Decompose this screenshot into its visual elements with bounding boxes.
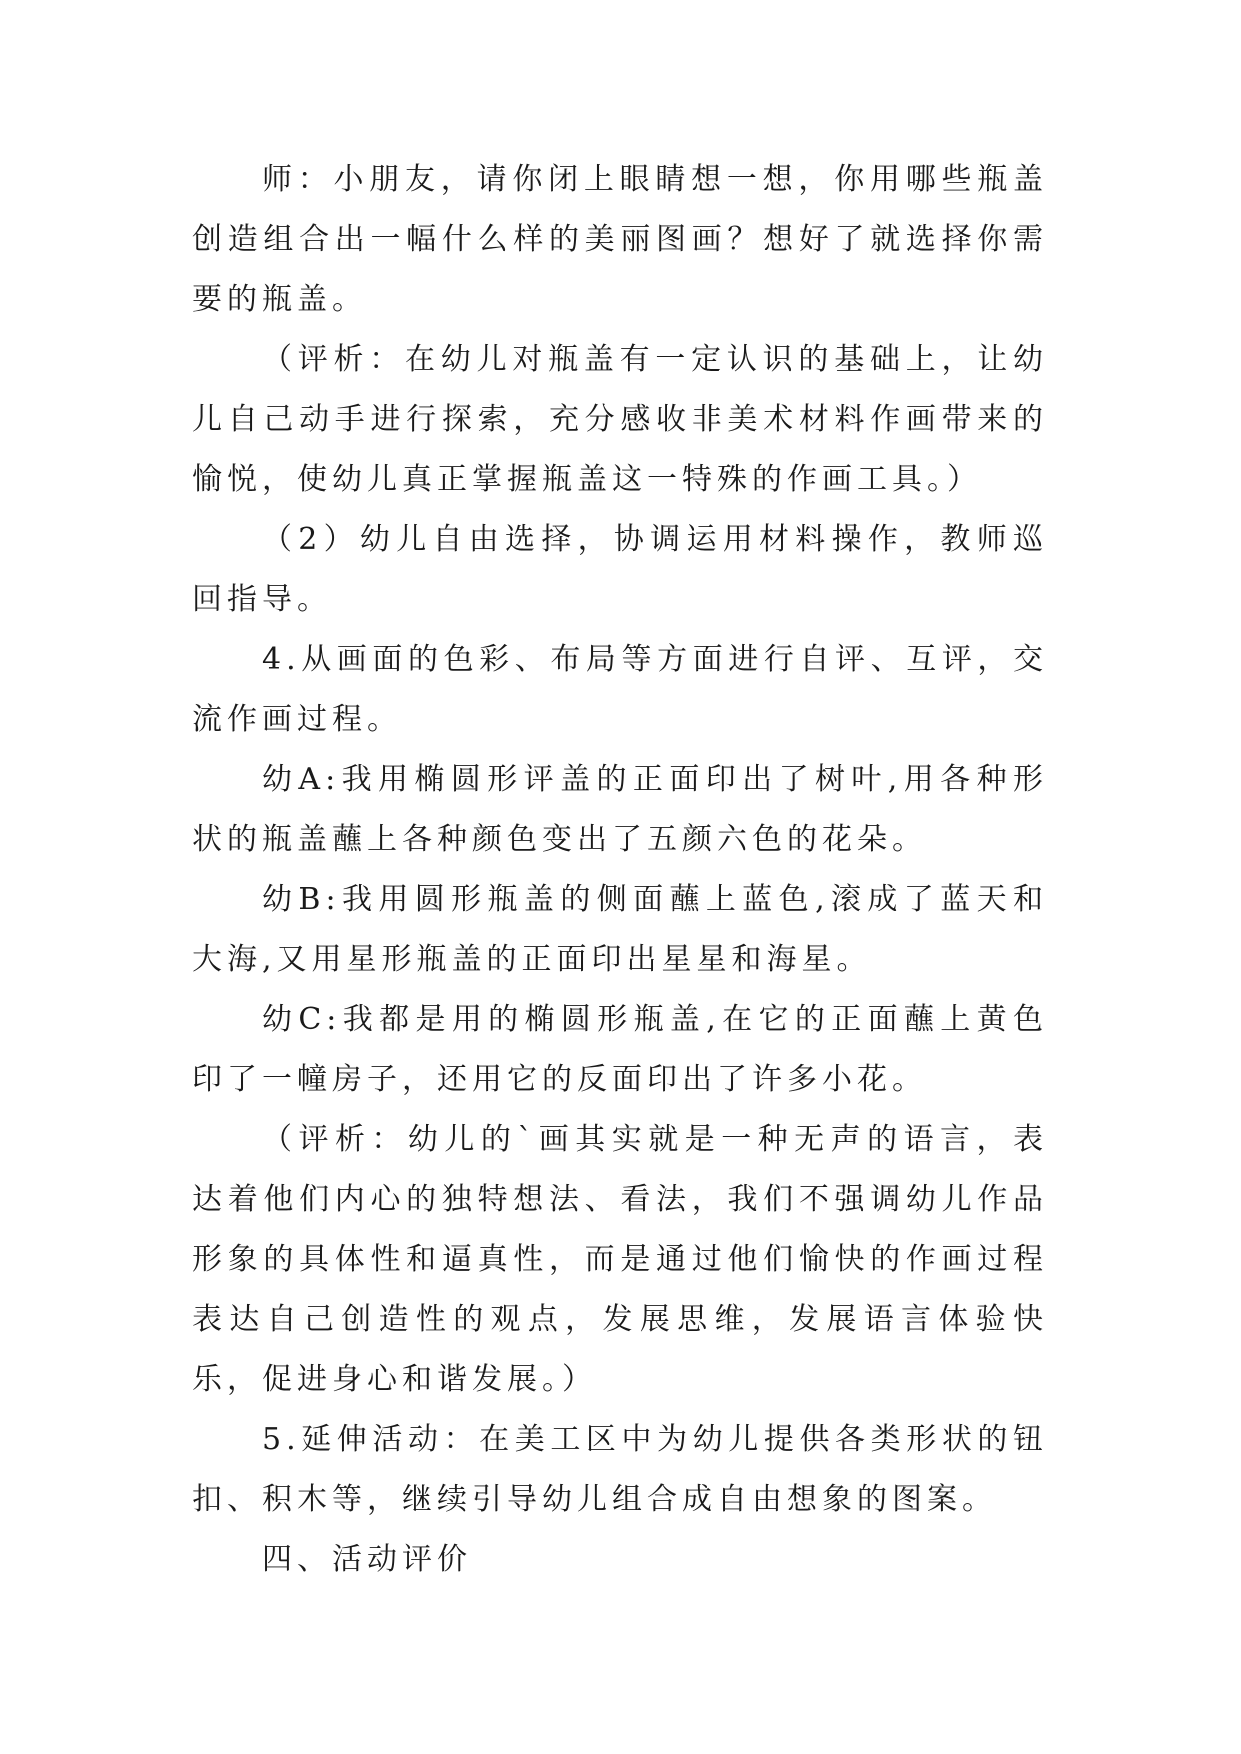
paragraph-child-b: 幼B:我用圆形瓶盖的侧面蘸上蓝色,滚成了蓝天和大海,又用星形瓶盖的正面印出星星和海星。 bbox=[192, 882, 1048, 977]
paragraph-step-5: 5.延伸活动：在美工区中为幼儿提供各类形状的钮扣、积木等，继续引导幼儿组合成自由想象的图案。 bbox=[192, 1422, 1048, 1517]
paragraph-step-2: （2）幼儿自由选择，协调运用材料操作，教师巡回指导。 bbox=[192, 522, 1048, 617]
paragraph-child-c: 幼C:我都是用的椭圆形瓶盖,在它的正面蘸上黄色印了一幢房子，还用它的反面印出了许多小花。 bbox=[192, 1002, 1048, 1097]
paragraph-analysis-1: （评析：在幼儿对瓶盖有一定认识的基础上，让幼儿自己动手进行探索，充分感收非美术材料作画带来的愉悦，使幼儿真正掌握瓶盖这一特殊的作画工具。） bbox=[192, 342, 1048, 497]
paragraph-teacher-prompt: 师：小朋友，请你闭上眼睛想一想，你用哪些瓶盖创造组合出一幅什么样的美丽图画？想好了就选择你需要的瓶盖。 bbox=[192, 162, 1048, 317]
section-heading-activity-evaluation: 四、活动评价 bbox=[262, 1542, 472, 1577]
paragraph-analysis-2: （评析：幼儿的`画其实就是一种无声的语言，表达着他们内心的独特想法、看法，我们不强调幼儿作品形象的具体性和逼真性，而是通过他们愉快的作画过程表达自己创造性的观点，发展思维，发展语言体验快乐，促进身心和谐发展。） bbox=[192, 1122, 1048, 1397]
paragraph-step-4: 4.从画面的色彩、布局等方面进行自评、互评，交流作画过程。 bbox=[192, 642, 1048, 737]
paragraph-child-a: 幼A:我用椭圆形评盖的正面印出了树叶,用各种形状的瓶盖蘸上各种颜色变出了五颜六色的花朵。 bbox=[192, 762, 1048, 857]
document-body bbox=[192, 150, 1048, 1590]
